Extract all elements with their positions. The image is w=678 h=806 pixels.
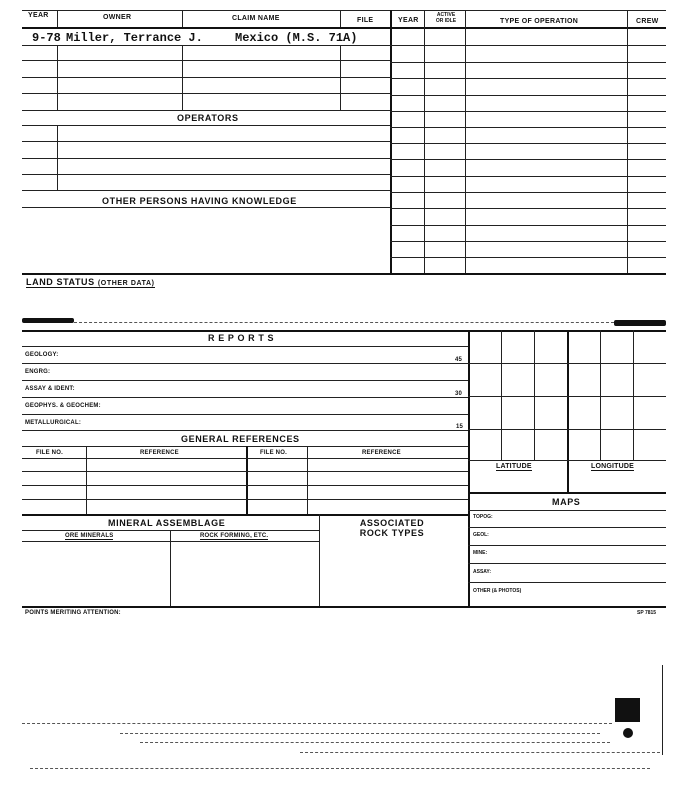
report-engrg: ENGRG:	[25, 369, 51, 375]
divider	[182, 10, 183, 27]
rule	[390, 127, 666, 128]
rule	[390, 192, 666, 193]
rule	[22, 45, 390, 46]
rule	[468, 582, 666, 583]
rule	[22, 346, 468, 347]
top-border	[22, 10, 666, 11]
land-status-title	[26, 277, 155, 288]
divider	[501, 330, 502, 460]
rule	[22, 723, 612, 724]
rule	[300, 752, 660, 753]
rule	[468, 460, 666, 461]
divider	[57, 10, 58, 27]
rule	[22, 471, 468, 472]
active-label: ACTIVE	[436, 12, 456, 18]
rule	[22, 380, 468, 381]
rule	[22, 141, 390, 142]
other-persons-title: OTHER PERSONS HAVING KNOWLEDGE	[102, 196, 297, 206]
general-references-title: GENERAL REFERENCES	[181, 434, 300, 444]
report-num-15: 15	[456, 424, 464, 430]
header-claim-name: CLAIM NAME	[232, 15, 280, 22]
maps-assay: ASSAY:	[473, 569, 492, 575]
divider	[57, 125, 58, 190]
rule	[468, 606, 666, 608]
rule	[390, 176, 666, 177]
divider	[340, 10, 341, 27]
rule	[22, 430, 468, 431]
rule	[22, 397, 468, 398]
land-status-label: LAND STATUS	[26, 277, 95, 287]
rule	[22, 60, 390, 61]
report-geophys: GEOPHYS. & GEOCHEM:	[25, 403, 101, 409]
rule	[468, 545, 666, 546]
rule	[22, 93, 390, 94]
associated-label: ASSOCIATED	[359, 518, 425, 528]
rule	[390, 143, 666, 144]
divider	[633, 330, 634, 460]
ref-file-no-1: FILE NO.	[36, 450, 63, 456]
rule	[30, 768, 650, 769]
header-crew: CREW	[636, 18, 659, 25]
rule	[390, 225, 666, 226]
rule	[390, 78, 666, 79]
associated-rock-types	[352, 518, 432, 538]
divider	[246, 446, 248, 514]
scan-blot-left	[22, 318, 74, 323]
rule	[22, 273, 666, 275]
header-year-2: YEAR	[398, 17, 419, 24]
rock-forming-label: ROCK FORMING, ETC.	[200, 533, 269, 539]
points-meriting-attention: POINTS MERITING ATTENTION:	[25, 610, 121, 616]
rule	[390, 111, 666, 112]
rule	[22, 414, 468, 415]
rule	[390, 241, 666, 242]
rule	[468, 510, 666, 511]
divider	[567, 330, 569, 492]
divider	[534, 330, 535, 460]
rule	[390, 45, 666, 46]
maps-topog: TOPOG:	[473, 514, 493, 520]
divider	[170, 530, 171, 606]
scan-blot-square	[615, 698, 640, 722]
mineral-assemblage-title: MINERAL ASSEMBLAGE	[108, 518, 226, 528]
divider	[319, 514, 320, 606]
rule	[22, 158, 390, 159]
ref-reference-2: REFERENCE	[362, 450, 401, 456]
ore-minerals-label: ORE MINERALS	[65, 533, 114, 539]
rule	[22, 499, 468, 500]
rule	[22, 363, 468, 364]
rule	[390, 208, 666, 209]
rule	[22, 330, 666, 332]
reports-title: R E P O R T S	[208, 333, 275, 343]
rock-types-label: ROCK TYPES	[359, 528, 425, 538]
rule	[468, 363, 666, 364]
divider	[340, 45, 341, 110]
rule	[390, 62, 666, 63]
rule	[22, 458, 468, 459]
rule	[22, 190, 390, 191]
rule	[22, 606, 468, 608]
divider	[600, 330, 601, 460]
rule	[468, 396, 666, 397]
maps-geol: GEOL:	[473, 532, 489, 538]
divider	[424, 10, 425, 274]
header-year: YEAR	[28, 12, 49, 19]
latitude-label: LATITUDE	[496, 463, 532, 470]
longitude-label: LONGITUDE	[591, 463, 635, 470]
report-num-30: 30	[455, 391, 463, 397]
rule	[22, 446, 468, 447]
or-idle-label: OR IDLE	[435, 18, 457, 24]
maps-mine: MINE:	[473, 550, 488, 556]
rule	[390, 95, 666, 96]
rule	[468, 429, 666, 430]
maps-other: OTHER (& PHOTOS)	[473, 588, 522, 594]
header-type-of-operation: TYPE OF OPERATION	[500, 18, 579, 25]
ref-file-no-2: FILE NO.	[260, 450, 287, 456]
header-bottom-border	[22, 27, 666, 29]
rule	[74, 322, 614, 323]
rule	[22, 77, 390, 78]
header-file: FILE	[357, 17, 374, 24]
rule	[22, 207, 390, 208]
report-metallurgical: METALLURGICAL:	[25, 420, 82, 426]
operators-title: OPERATORS	[177, 113, 239, 123]
land-status-sub: (OTHER DATA)	[97, 280, 155, 287]
report-assay: ASSAY & IDENT:	[25, 386, 75, 392]
header-owner: OWNER	[103, 14, 132, 21]
ref-reference-1: REFERENCE	[140, 450, 179, 456]
maps-title: MAPS	[552, 497, 581, 507]
entry-claim-name: Mexico (M.S. 71A)	[235, 31, 358, 45]
rule	[140, 742, 610, 743]
entry-number: 9-78	[32, 31, 61, 45]
entry-owner: Miller, Terrance J.	[66, 31, 203, 45]
divider	[57, 45, 58, 110]
scan-blot-right	[614, 320, 666, 326]
divider	[627, 10, 628, 274]
form-number: SP 7815	[637, 610, 657, 616]
divider	[465, 10, 466, 274]
rule	[468, 492, 666, 494]
rule	[390, 257, 666, 258]
rule	[22, 110, 390, 111]
rule	[22, 174, 390, 175]
divider	[468, 330, 470, 606]
report-geology: GEOLOGY:	[25, 352, 59, 358]
scan-blot-dot	[623, 728, 633, 738]
divider	[390, 10, 392, 274]
divider	[307, 446, 308, 514]
divider	[662, 665, 663, 755]
rule	[22, 485, 468, 486]
divider	[86, 446, 87, 514]
rule	[468, 527, 666, 528]
rule	[468, 563, 666, 564]
rule	[120, 733, 600, 734]
rule	[22, 125, 390, 126]
header-active-or-idle	[430, 12, 462, 24]
rule	[390, 159, 666, 160]
report-num-45: 45	[455, 357, 463, 363]
divider	[182, 45, 183, 110]
rule	[22, 514, 468, 516]
